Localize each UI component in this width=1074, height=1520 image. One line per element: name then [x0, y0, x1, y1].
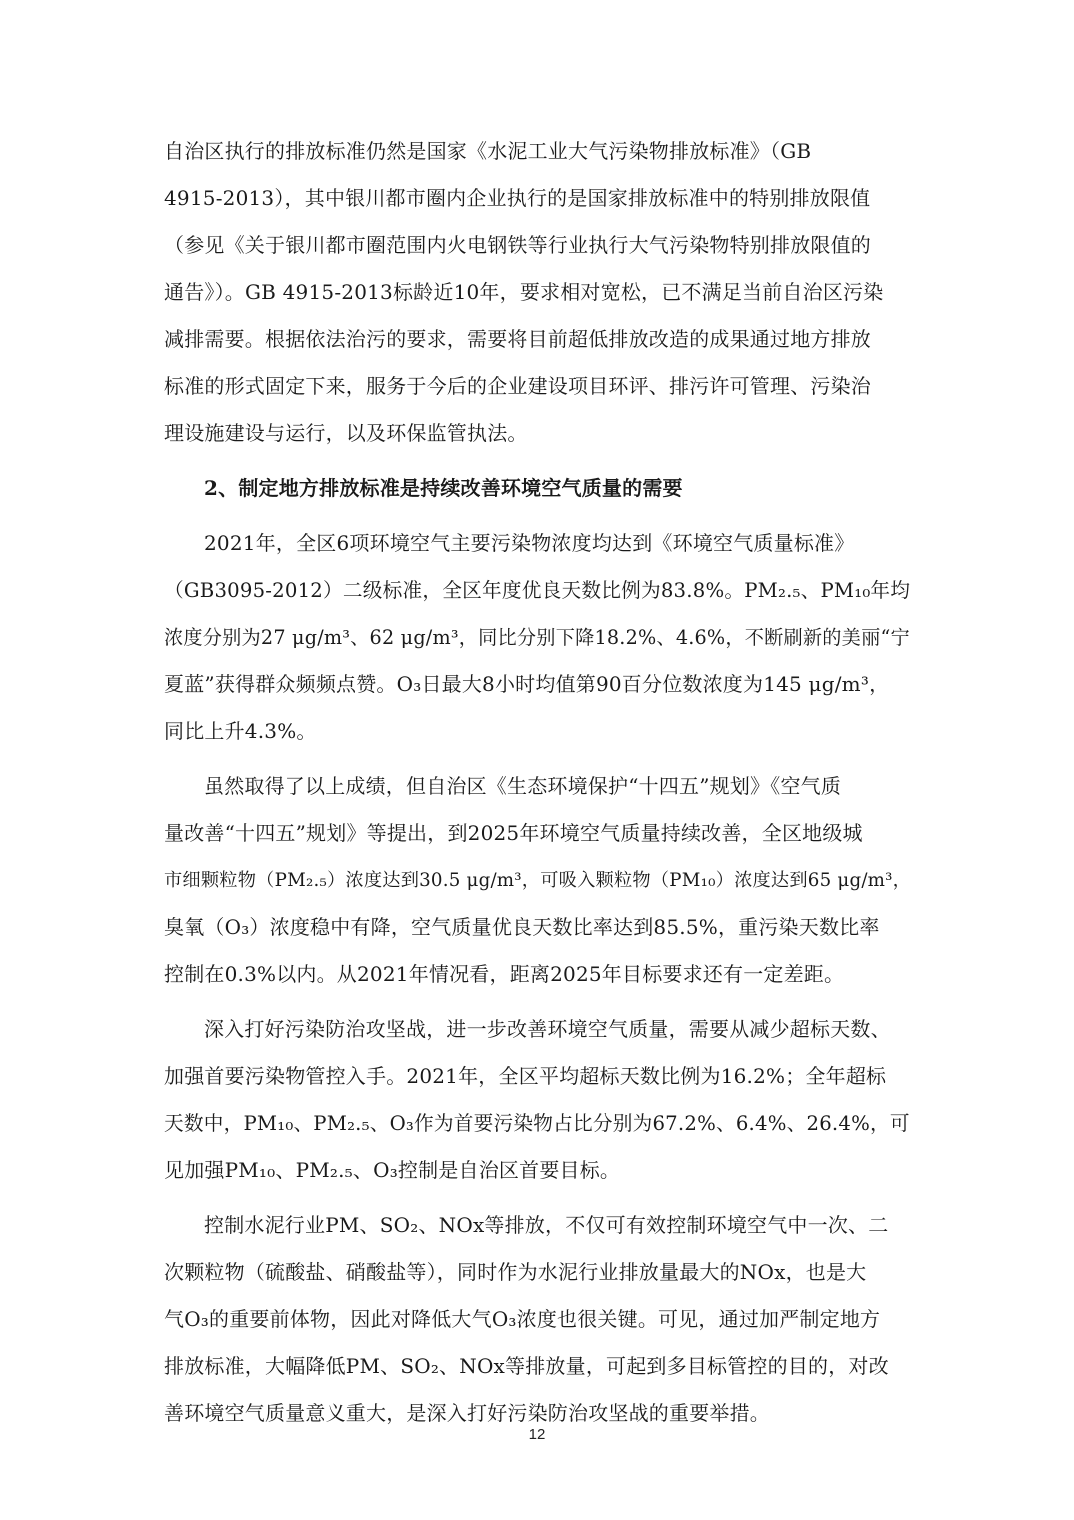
paragraph-3	[164, 763, 914, 998]
text-line: 2021年，全区6项环境空气主要污染物浓度均达到《环境空气质量标准》	[204, 531, 855, 555]
paragraph-1	[164, 128, 914, 457]
text-line: 市细颗粒物（PM₂.₅）浓度达到30.5 μg/m³，可吸入颗粒物（PM₁₀）浓度达到65 μg/m³，	[164, 870, 912, 891]
document-body	[164, 128, 914, 1437]
text-line: 自治区执行的排放标准仍然是国家《水泥工业大气污染物排放标准》（GB	[164, 139, 812, 163]
text-line: 量改善“十四五”规划》等提出，到2025年环境空气质量持续改善，全区地级城	[164, 821, 863, 845]
text-line: 排放标准，大幅降低PM、SO₂、NOx等排放量，可起到多目标管控的目的，对改	[164, 1354, 889, 1378]
text-line: 臭氧（O₃）浓度稳中有降，空气质量优良天数比率达到85.5%，重污染天数比率	[164, 915, 880, 939]
text-line: 次颗粒物（硫酸盐、硝酸盐等），同时作为水泥行业排放量最大的NOx，也是大	[164, 1260, 867, 1284]
text-line: 虽然取得了以上成绩，但自治区《生态环境保护“十四五”规划》《空气质	[204, 774, 842, 798]
text-line: 浓度分别为27 μg/m³、62 μg/m³，同比分别下降18.2%、4.6%，不断刷新的美丽“宁	[164, 626, 910, 649]
text-line: 加强首要污染物管控入手。2021年，全区平均超标天数比例为16.2%；全年超标	[164, 1064, 887, 1088]
text-line: （参见《关于银川都市圈范围内火电钢铁等行业执行大气污染物特别排放限值的	[164, 233, 871, 257]
text-line: 控制水泥行业PM、SO₂、NOx等排放，不仅可有效控制环境空气中一次、二	[204, 1213, 889, 1237]
text-line: 4915-2013），其中银川都市圈内企业执行的是国家排放标准中的特别排放限值	[164, 186, 871, 210]
text-line: 减排需要。根据依法治污的要求，需要将目前超低排放改造的成果通过地方排放	[164, 327, 871, 351]
text-line: 善环境空气质量意义重大，是深入打好污染防治攻坚战的重要举措。	[164, 1401, 770, 1425]
page-number: 12	[528, 1426, 546, 1443]
paragraph-2	[164, 520, 914, 755]
text-line: 夏蓝”获得群众频频点赞。O₃日最大8小时均值第90百分位数浓度为145 μg/m³，	[164, 672, 890, 696]
text-line: 通告》）。GB 4915-2013标龄近10年，要求相对宽松，已不满足当前自治区污染	[164, 280, 884, 304]
text-line: 天数中，PM₁₀、PM₂.₅、O₃作为首要污染物占比分别为67.2%、6.4%、26.4%，可	[164, 1112, 910, 1135]
paragraph-4	[164, 1006, 914, 1194]
heading-text: 2、制定地方排放标准是持续改善环境空气质量的需要	[204, 476, 683, 500]
text-line: 同比上升4.3%。	[164, 719, 317, 743]
paragraph-5	[164, 1202, 914, 1437]
text-line: （GB3095-2012）二级标准，全区年度优良天数比例为83.8%。PM₂.₅、PM₁₀年均	[164, 579, 911, 602]
text-line: 标准的形式固定下来，服务于今后的企业建设项目环评、排污许可管理、污染治	[164, 374, 871, 398]
text-line: 见加强PM₁₀、PM₂.₅、O₃控制是自治区首要目标。	[164, 1158, 621, 1182]
text-line: 深入打好污染防治攻坚战，进一步改善环境空气质量，需要从减少超标天数、	[204, 1017, 891, 1041]
section-heading	[164, 465, 914, 512]
text-line: 气O₃的重要前体物，因此对降低大气O₃浓度也很关键。可见，通过加严制定地方	[164, 1307, 881, 1331]
text-line: 理设施建设与运行，以及环保监管执法。	[164, 421, 528, 445]
text-line: 控制在0.3%以内。从2021年情况看，距离2025年目标要求还有一定差距。	[164, 962, 845, 986]
